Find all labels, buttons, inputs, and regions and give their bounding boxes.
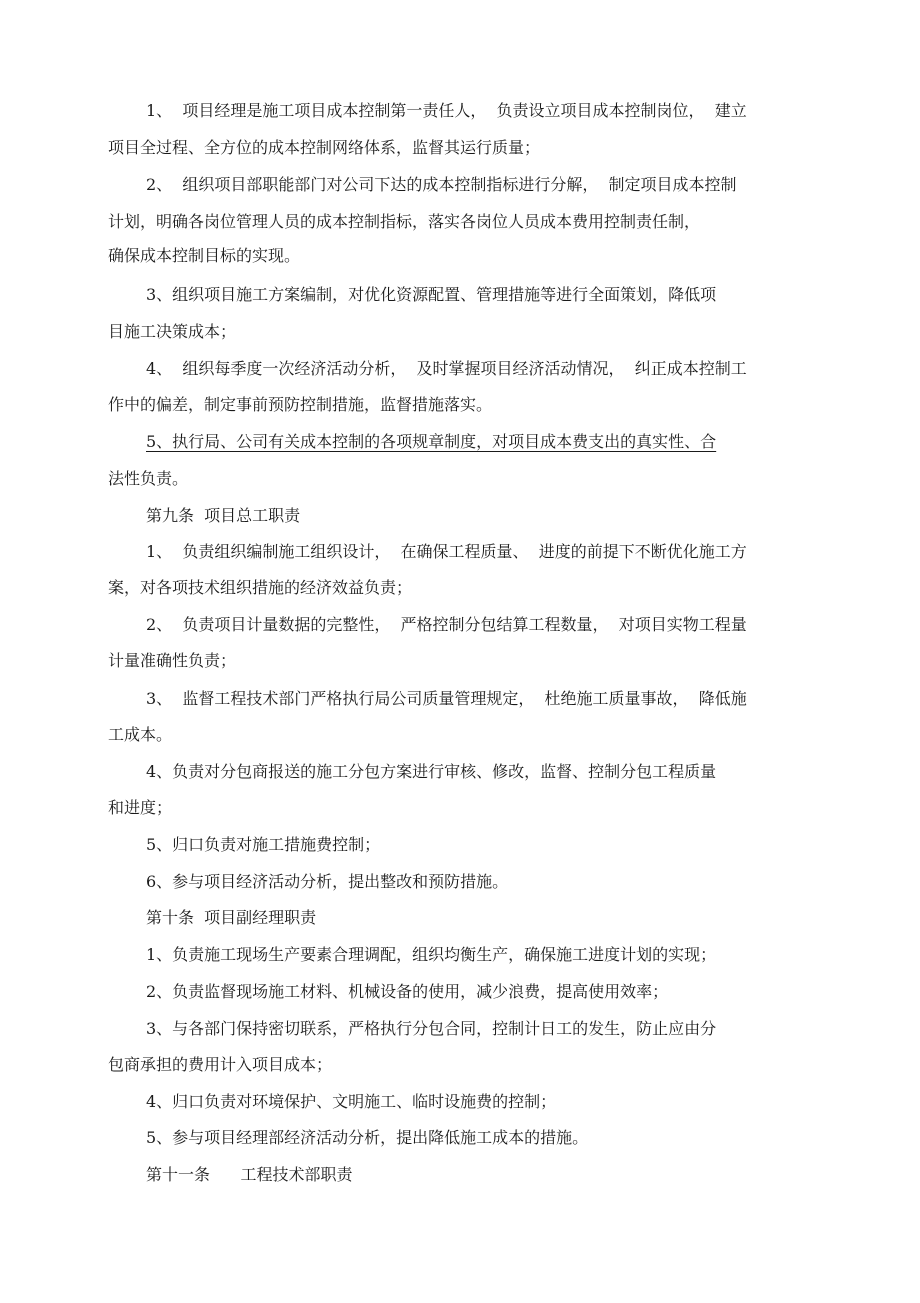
paragraph-line: 4、负责对分包商报送的施工分包方案进行审核、修改，监督、控制分包工程质量 [146,762,717,781]
paragraph-line: 1、 项目经理是施工项目成本控制第一责任人， 负责设立项目成本控制岗位， 建立 [146,101,747,120]
paragraph-line: 项目全过程、全方位的成本控制网络体系，监督其运行质量； [108,138,541,157]
paragraph-line: 1、 负责组织编制施工组织设计， 在确保工程质量、 进度的前提下不断优化施工方 [146,542,747,561]
paragraph-line: 3、 监督工程技术部门严格执行局公司质量管理规定， 杜绝施工质量事故， 降低施 [146,689,747,708]
paragraph-line: 工成本。 [108,725,173,744]
paragraph-line: 1、负责施工现场生产要素合理调配，组织均衡生产，确保施工进度计划的实现； [146,945,717,964]
paragraph-line: 6、参与项目经济活动分析，提出整改和预防措施。 [146,872,509,891]
paragraph-line: 2、 负责项目计量数据的完整性， 严格控制分包结算工程数量， 对项目实物工程量 [146,615,747,634]
paragraph-line: 5、参与项目经理部经济活动分析，提出降低施工成本的措施。 [146,1128,589,1147]
paragraph-line: 4、归口负责对环境保护、文明施工、临时设施费的控制； [146,1092,557,1111]
paragraph-line: 作中的偏差，制定事前预防控制措施，监督措施落实。 [108,395,493,414]
paragraph-line: 2、 组织项目部职能部门对公司下达的成本控制指标进行分解， 制定项目成本控制 [146,175,737,194]
section-heading: 第十条 项目副经理职责 [146,908,317,927]
section-heading: 第十一条 工程技术部职责 [146,1165,353,1184]
paragraph-line: 确保成本控制目标的实现。 [108,246,301,265]
paragraph-line: 2、负责监督现场施工材料、机械设备的使用，减少浪费，提高使用效率； [146,982,669,1001]
paragraph-line: 案，对各项技术组织措施的经济效益负责； [108,578,413,597]
paragraph-line-underlined: 5、执行局、公司有关成本控制的各项规章制度，对项目成本费支出的真实性、合 [146,432,717,451]
paragraph-line: 包商承担的费用计入项目成本； [108,1055,333,1074]
paragraph-line: 4、 组织每季度一次经济活动分析， 及时掌握项目经济活动情况， 纠正成本控制工 [146,359,747,378]
section-heading: 第九条 项目总工职责 [146,506,301,525]
paragraph-line: 3、组织项目施工方案编制，对优化资源配置、管理措施等进行全面策划，降低项 [146,285,717,304]
paragraph-line: 5、归口负责对施工措施费控制； [146,835,381,854]
paragraph-line: 计量准确性负责； [108,651,237,670]
paragraph-line: 目施工决策成本； [108,322,237,341]
paragraph-line: 计划，明确各岗位管理人员的成本控制指标，落实各岗位人员成本费用控制责任制， [108,212,701,231]
paragraph-line: 法性负责。 [108,469,189,488]
paragraph-line: 和进度； [108,798,173,817]
paragraph-line: 3、与各部门保持密切联系，严格执行分包合同，控制计日工的发生，防止应由分 [146,1019,717,1038]
